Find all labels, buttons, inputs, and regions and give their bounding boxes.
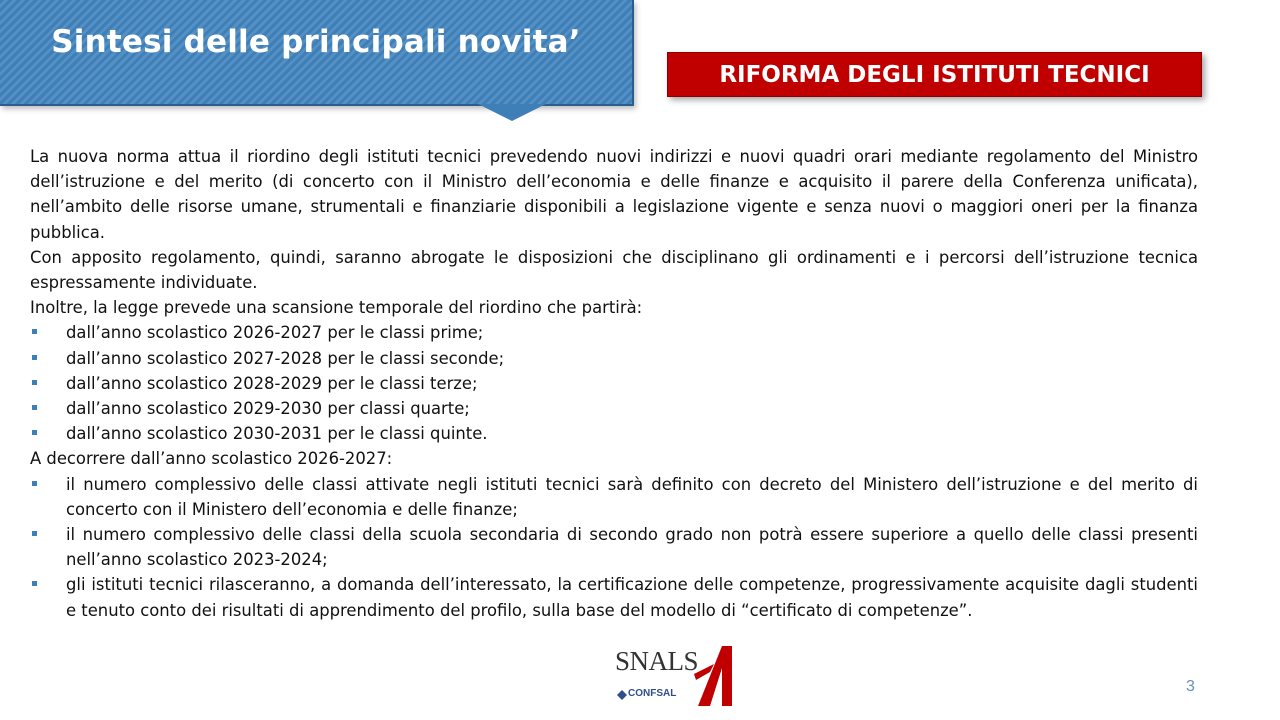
list-item bbox=[30, 371, 1198, 396]
list-item bbox=[30, 421, 1198, 446]
snals-logo-mark-icon bbox=[692, 646, 736, 706]
square-bullet-icon bbox=[32, 481, 37, 486]
list-item bbox=[30, 320, 1198, 345]
subject-banner: RIFORMA DEGLI ISTITUTI TECNICI bbox=[667, 52, 1202, 97]
list-item-text: il numero complessivo delle classi attivate negli istituti tecnici sarà definito con decreto del Ministero dell’istruzione e del merito di concerto con il Ministero dell’economia e delle finanze; bbox=[66, 474, 1198, 519]
schedule-intro: Inoltre, la legge prevede una scansione temporale del riordino che partirà: bbox=[30, 298, 643, 318]
list-item bbox=[30, 522, 1198, 572]
snals-logo bbox=[612, 646, 736, 706]
square-bullet-icon bbox=[32, 355, 37, 360]
schedule-list bbox=[30, 320, 1198, 446]
list-item-text: dall’anno scolastico 2027-2028 per le classi seconde; bbox=[66, 348, 505, 368]
list-item bbox=[30, 572, 1198, 622]
confsal-logo-icon bbox=[617, 690, 627, 700]
list-item bbox=[30, 396, 1198, 421]
from-intro: A decorrere dall’anno scolastico 2026-2027: bbox=[30, 449, 393, 469]
logo-subtext: CONFSAL bbox=[628, 688, 677, 699]
title-banner bbox=[0, 0, 634, 106]
list-item-text: gli istituti tecnici rilasceranno, a domanda dell’interessato, la certificazione delle competenze, progressivamente acquisite dagli studenti e tenuto conto dei risultati di apprendimento del profilo, sulla base del modello di “certificato di competenze”. bbox=[66, 575, 1198, 620]
abrogation-paragraph: Con apposito regolamento, quindi, saranno abrogate le disposizioni che disciplinano gli ordinamenti e i percorsi dell’istruzione tecnica espressamente individuate. bbox=[30, 247, 1198, 293]
square-bullet-icon bbox=[32, 531, 37, 536]
list-item-text: il numero complessivo delle classi della scuola secondaria di secondo grado non potrà essere superiore a quello delle classi presenti nell’anno scolastico 2023-2024; bbox=[66, 525, 1198, 570]
list-item bbox=[30, 472, 1198, 522]
list-item-text: dall’anno scolastico 2029-2030 per classi quarte; bbox=[66, 399, 470, 419]
title-banner-notch bbox=[478, 104, 546, 121]
list-item-text: dall’anno scolastico 2030-2031 per le classi quinte. bbox=[66, 424, 488, 444]
list-item-text: dall’anno scolastico 2026-2027 per le classi prime; bbox=[66, 323, 484, 343]
slide-content bbox=[30, 144, 1198, 623]
from-list bbox=[30, 472, 1198, 623]
square-bullet-icon bbox=[32, 380, 37, 385]
square-bullet-icon bbox=[32, 430, 37, 435]
logo-text: SNALS bbox=[615, 646, 699, 676]
list-item-text: dall’anno scolastico 2028-2029 per le classi terze; bbox=[66, 373, 478, 393]
list-item bbox=[30, 346, 1198, 371]
square-bullet-icon bbox=[32, 581, 37, 586]
square-bullet-icon bbox=[32, 405, 37, 410]
square-bullet-icon bbox=[32, 329, 37, 334]
page-number: 3 bbox=[1186, 678, 1195, 695]
page-title: Sintesi delle principali novita’ bbox=[51, 24, 581, 60]
intro-paragraph: La nuova norma attua il riordino degli istituti tecnici prevedendo nuovi indirizzi e nuovi quadri orari mediante regolamento del Ministro dell’istruzione e del merito (di concerto con il Ministro dell’economia e delle finanze e acquisito il parere della Conferenza unificata), nell’ambito delle risorse umane, strumentali e finanziarie disponibili a legislazione vigente e senza nuovi o maggiori oneri per la finanza pubblica. bbox=[30, 147, 1198, 242]
